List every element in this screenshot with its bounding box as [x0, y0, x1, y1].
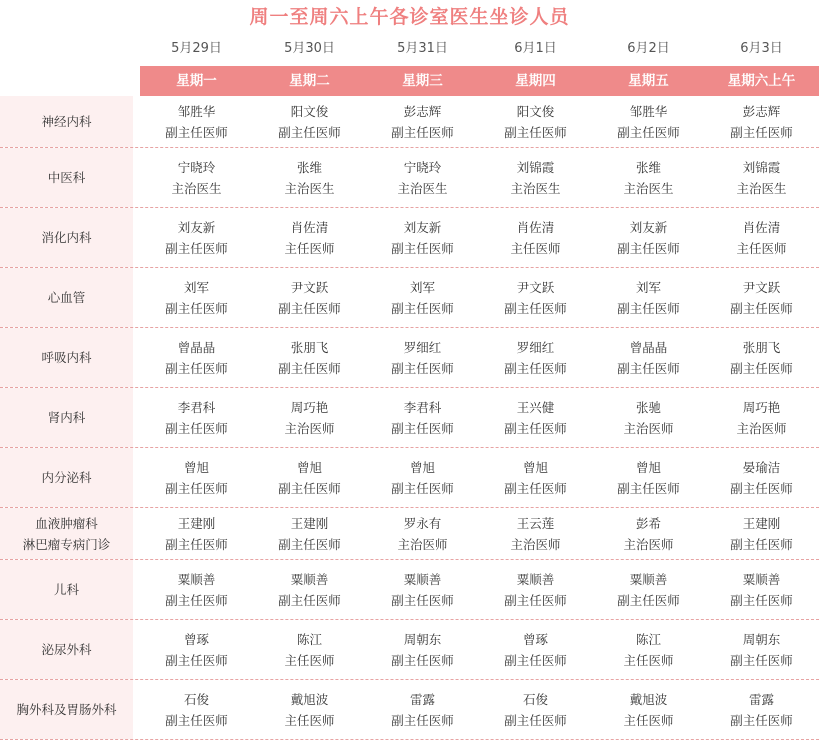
doctor-name: 曾旭	[522, 459, 548, 475]
doctor-cell	[366, 328, 479, 387]
doctor-title: 副主任医师	[504, 712, 567, 728]
doctor-name: 李君科	[177, 399, 216, 415]
doctor-title: 主治医师	[623, 536, 674, 552]
department-name: 胸外科及胃肠外科	[16, 702, 117, 717]
doctor-name: 雷露	[409, 691, 435, 707]
doctor-name: 邹胜华	[177, 103, 216, 119]
doctor-name: 刘友新	[629, 219, 668, 235]
department-name: 中医科	[47, 170, 86, 185]
doctor-title: 副主任医师	[278, 592, 341, 608]
doctor-title: 副主任医师	[730, 536, 793, 552]
doctor-title: 副主任医师	[165, 300, 228, 316]
doctor-title: 副主任医师	[278, 480, 341, 496]
doctor-title: 副主任医师	[391, 592, 454, 608]
doctor-name: 粟顺善	[403, 571, 442, 587]
doctor-cell	[479, 328, 592, 387]
department-name: 儿科	[53, 582, 79, 597]
doctor-title: 副主任医师	[504, 300, 567, 316]
department-name: 消化内科	[41, 230, 92, 245]
doctor-title: 副主任医师	[617, 240, 680, 256]
table-row	[0, 388, 819, 448]
doctor-cell	[592, 388, 705, 447]
doctor-name: 粟顺善	[290, 571, 329, 587]
doctor-cell	[479, 148, 592, 207]
doctor-name: 周巧艳	[742, 399, 781, 415]
department-label	[0, 680, 133, 739]
doctor-name: 阳文俊	[290, 103, 329, 119]
doctor-title: 副主任医师	[165, 480, 228, 496]
doctor-title: 副主任医师	[391, 300, 454, 316]
doctor-title: 副主任医师	[165, 240, 228, 256]
doctor-cell	[705, 620, 818, 679]
doctor-cell	[253, 208, 366, 267]
table-row	[0, 268, 819, 328]
date-label: 6月3日	[740, 41, 783, 56]
doctor-name: 陈江	[635, 631, 661, 647]
department-name: 心血管	[47, 290, 86, 305]
weekday-header: 星期五	[628, 73, 669, 89]
doctor-title: 主治医生	[171, 180, 222, 196]
doctor-cell	[140, 560, 253, 619]
doctor-cell	[592, 328, 705, 387]
weekday-header: 星期三	[402, 73, 443, 89]
doctor-name: 刘锦霞	[516, 159, 555, 175]
doctor-cell	[140, 388, 253, 447]
doctor-name: 李君科	[403, 399, 442, 415]
doctor-title: 主治医生	[284, 180, 335, 196]
doctor-title: 副主任医师	[730, 124, 793, 140]
doctor-cell	[705, 208, 818, 267]
doctor-cell	[479, 268, 592, 327]
doctor-title: 副主任医师	[278, 536, 341, 552]
doctor-cell	[253, 620, 366, 679]
doctor-title: 主治医生	[510, 180, 561, 196]
doctor-cell	[705, 148, 818, 207]
doctor-title: 副主任医师	[730, 300, 793, 316]
doctor-title: 副主任医师	[165, 420, 228, 436]
doctor-cell	[366, 680, 479, 739]
doctor-title: 主任医师	[623, 712, 674, 728]
doctor-name: 晏瑜洁	[742, 459, 781, 475]
doctor-title: 副主任医师	[165, 592, 228, 608]
doctor-name: 曾旭	[296, 459, 322, 475]
doctor-title: 副主任医师	[391, 360, 454, 376]
doctor-title: 副主任医师	[504, 124, 567, 140]
doctor-name: 张维	[635, 159, 661, 175]
doctor-name: 张维	[296, 159, 322, 175]
weekday-header-bar	[140, 66, 819, 96]
doctor-cell	[140, 328, 253, 387]
doctor-title: 副主任医师	[391, 420, 454, 436]
doctor-title: 主任医师	[623, 652, 674, 668]
doctor-cell	[479, 560, 592, 619]
doctor-title: 副主任医师	[730, 652, 793, 668]
date-label: 5月30日	[284, 41, 335, 56]
doctor-cell	[479, 388, 592, 447]
doctor-cell	[140, 508, 253, 559]
doctor-title: 主治医师	[510, 536, 561, 552]
weekday-header: 星期一	[176, 73, 217, 89]
doctor-name: 肖佐清	[516, 219, 555, 235]
doctor-cell	[479, 448, 592, 507]
table-row	[0, 448, 819, 508]
doctor-name: 宁晓玲	[403, 159, 442, 175]
doctor-name: 周朝东	[742, 631, 781, 647]
doctor-title: 主治医师	[736, 420, 787, 436]
department-label	[0, 560, 133, 619]
department-label	[0, 268, 133, 327]
doctor-cell	[253, 560, 366, 619]
doctor-cell	[479, 96, 592, 147]
doctor-title: 副主任医师	[165, 712, 228, 728]
doctor-name: 曾旭	[635, 459, 661, 475]
doctor-name: 彭希	[635, 515, 661, 531]
doctor-name: 雷露	[748, 691, 774, 707]
doctor-title: 副主任医师	[730, 360, 793, 376]
table-row	[0, 328, 819, 388]
table-row	[0, 560, 819, 620]
doctor-cell	[592, 620, 705, 679]
doctor-name: 邹胜华	[629, 103, 668, 119]
doctor-name: 王建刚	[177, 515, 216, 531]
doctor-cell	[140, 268, 253, 327]
doctor-name: 宁晓玲	[177, 159, 216, 175]
date-label: 5月31日	[397, 41, 448, 56]
doctor-title: 副主任医师	[391, 124, 454, 140]
doctor-name: 王兴健	[516, 399, 555, 415]
doctor-title: 副主任医师	[617, 124, 680, 140]
doctor-name: 周朝东	[403, 631, 442, 647]
doctor-title: 主治医师	[397, 536, 448, 552]
doctor-cell	[479, 680, 592, 739]
doctor-name: 曾旭	[409, 459, 435, 475]
doctor-cell	[253, 148, 366, 207]
doctor-title: 副主任医师	[165, 360, 228, 376]
doctor-name: 石俊	[183, 691, 209, 707]
doctor-cell	[140, 96, 253, 147]
doctor-cell	[705, 268, 818, 327]
doctor-cell	[705, 680, 818, 739]
doctor-name: 戴旭波	[629, 691, 668, 707]
doctor-cell	[592, 96, 705, 147]
doctor-title: 副主任医师	[617, 592, 680, 608]
doctor-name: 王建刚	[742, 515, 781, 531]
doctor-name: 肖佐清	[290, 219, 329, 235]
department-label	[0, 328, 133, 387]
doctor-title: 主治医生	[397, 180, 448, 196]
doctor-cell	[140, 448, 253, 507]
doctor-cell	[366, 148, 479, 207]
doctor-title: 主治医师	[623, 420, 674, 436]
doctor-cell	[705, 560, 818, 619]
table-row	[0, 208, 819, 268]
schedule-table	[0, 96, 819, 740]
doctor-name: 刘军	[409, 279, 435, 295]
department-name: 血液肿瘤科	[35, 515, 98, 531]
doctor-cell	[253, 680, 366, 739]
doctor-title: 副主任医师	[165, 536, 228, 552]
doctor-cell	[479, 208, 592, 267]
department-name: 泌尿外科	[41, 642, 92, 657]
doctor-cell	[140, 680, 253, 739]
doctor-title: 副主任医师	[391, 240, 454, 256]
doctor-name: 彭志辉	[742, 103, 781, 119]
doctor-title: 主治医生	[736, 180, 787, 196]
doctor-name: 刘锦霞	[742, 159, 781, 175]
doctor-name: 石俊	[522, 691, 548, 707]
department-label	[0, 96, 133, 147]
doctor-title: 主任医师	[510, 240, 561, 256]
doctor-cell	[479, 620, 592, 679]
table-row	[0, 96, 819, 148]
doctor-name: 彭志辉	[403, 103, 442, 119]
doctor-name: 刘友新	[403, 219, 442, 235]
doctor-cell	[366, 208, 479, 267]
department-label	[0, 508, 133, 559]
doctor-title: 副主任医师	[504, 480, 567, 496]
table-row	[0, 680, 819, 740]
doctor-name: 刘友新	[177, 219, 216, 235]
doctor-name: 肖佐清	[742, 219, 781, 235]
page-title: 周一至周六上午各诊室医生坐诊人员	[249, 6, 570, 28]
department-label	[0, 620, 133, 679]
department-label	[0, 208, 133, 267]
doctor-title: 副主任医师	[278, 124, 341, 140]
doctor-title: 副主任医师	[504, 360, 567, 376]
doctor-title: 副主任医师	[730, 592, 793, 608]
doctor-title: 副主任医师	[391, 712, 454, 728]
doctor-title: 副主任医师	[617, 480, 680, 496]
doctor-name: 戴旭波	[290, 691, 329, 707]
doctor-name: 刘军	[635, 279, 661, 295]
department-label	[0, 448, 133, 507]
doctor-cell	[366, 448, 479, 507]
doctor-name: 曾琢	[183, 631, 209, 647]
table-row	[0, 148, 819, 208]
table-row	[0, 620, 819, 680]
doctor-cell	[592, 208, 705, 267]
department-name: 内分泌科	[41, 470, 92, 485]
doctor-title: 副主任医师	[730, 712, 793, 728]
doctor-title: 副主任医师	[165, 652, 228, 668]
doctor-name: 张朋飞	[742, 339, 781, 355]
doctor-name: 刘军	[183, 279, 209, 295]
doctor-title: 副主任医师	[165, 124, 228, 140]
doctor-name: 曾旭	[183, 459, 209, 475]
doctor-name: 周巧艳	[290, 399, 329, 415]
doctor-name: 粟顺善	[629, 571, 668, 587]
doctor-cell	[705, 388, 818, 447]
doctor-name: 阳文俊	[516, 103, 555, 119]
doctor-cell	[592, 560, 705, 619]
doctor-name: 王建刚	[290, 515, 329, 531]
doctor-cell	[479, 508, 592, 559]
doctor-name: 尹文跃	[742, 279, 781, 295]
doctor-title: 副主任医师	[730, 480, 793, 496]
doctor-name: 罗永有	[403, 515, 442, 531]
doctor-cell	[592, 148, 705, 207]
doctor-name: 张朋飞	[290, 339, 329, 355]
doctor-cell	[366, 508, 479, 559]
date-label: 6月2日	[627, 41, 670, 56]
weekday-header: 星期二	[289, 73, 330, 89]
doctor-cell	[366, 620, 479, 679]
doctor-cell	[366, 96, 479, 147]
doctor-name: 王云莲	[516, 515, 555, 531]
doctor-cell	[366, 268, 479, 327]
doctor-title: 副主任医师	[278, 360, 341, 376]
doctor-cell	[253, 388, 366, 447]
doctor-name: 尹文跃	[290, 279, 329, 295]
doctor-name: 曾晶晶	[177, 339, 216, 355]
department-label	[0, 148, 133, 207]
doctor-name: 曾晶晶	[629, 339, 668, 355]
doctor-cell	[253, 508, 366, 559]
doctor-cell	[366, 560, 479, 619]
date-label: 5月29日	[171, 41, 222, 56]
doctor-name: 罗细红	[403, 339, 442, 355]
doctor-name: 曾琢	[522, 631, 548, 647]
doctor-cell	[705, 328, 818, 387]
doctor-cell	[140, 148, 253, 207]
doctor-cell	[592, 448, 705, 507]
doctor-title: 主任医师	[284, 240, 335, 256]
department-name: 淋巴瘤专病门诊	[22, 536, 111, 552]
doctor-title: 副主任医师	[391, 652, 454, 668]
doctor-cell	[592, 268, 705, 327]
doctor-title: 副主任医师	[391, 480, 454, 496]
doctor-name: 粟顺善	[516, 571, 555, 587]
doctor-title: 主治医师	[284, 420, 335, 436]
doctor-cell	[253, 268, 366, 327]
doctor-title: 主治医生	[623, 180, 674, 196]
doctor-name: 尹文跃	[516, 279, 555, 295]
department-name: 肾内科	[47, 410, 86, 425]
doctor-cell	[253, 96, 366, 147]
doctor-name: 张驰	[635, 399, 661, 415]
doctor-title: 主任医师	[284, 652, 335, 668]
weekday-header: 星期六上午	[727, 73, 796, 89]
doctor-cell	[253, 328, 366, 387]
doctor-cell	[705, 96, 818, 147]
doctor-cell	[705, 448, 818, 507]
doctor-title: 副主任医师	[617, 360, 680, 376]
doctor-title: 副主任医师	[617, 300, 680, 316]
doctor-cell	[366, 388, 479, 447]
doctor-cell	[253, 448, 366, 507]
department-label	[0, 388, 133, 447]
date-row	[0, 38, 819, 60]
doctor-cell	[140, 620, 253, 679]
doctor-title: 副主任医师	[504, 420, 567, 436]
table-row	[0, 508, 819, 560]
doctor-cell	[592, 508, 705, 559]
doctor-cell	[592, 680, 705, 739]
department-name: 呼吸内科	[41, 350, 92, 365]
doctor-title: 主任医师	[284, 712, 335, 728]
doctor-title: 副主任医师	[504, 592, 567, 608]
doctor-cell	[140, 208, 253, 267]
doctor-name: 粟顺善	[742, 571, 781, 587]
doctor-title: 副主任医师	[504, 652, 567, 668]
doctor-title: 主任医师	[736, 240, 787, 256]
doctor-name: 罗细红	[516, 339, 555, 355]
doctor-title: 副主任医师	[278, 300, 341, 316]
doctor-cell	[705, 508, 818, 559]
date-label: 6月1日	[514, 41, 557, 56]
weekday-header: 星期四	[515, 73, 556, 89]
doctor-name: 陈江	[296, 631, 322, 647]
department-name: 神经内科	[41, 114, 92, 129]
doctor-name: 粟顺善	[177, 571, 216, 587]
